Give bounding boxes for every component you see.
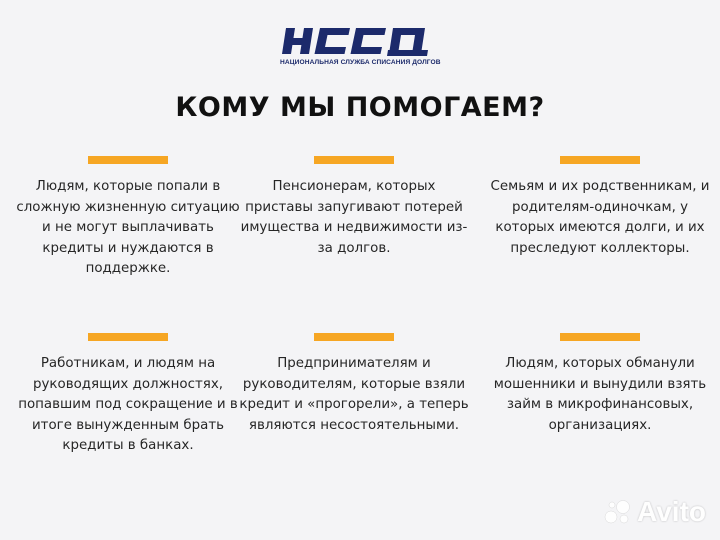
audience-text: Работникам, и людям на руководящих должностях, попавшим под сокращение и в итоге вынужденным брать кредиты в банках.: [18, 356, 238, 453]
audience-text: Людям, которые попали в сложную жизненную ситуацию и не могут выплачивать кредиты и нуждаются в поддержке.: [16, 179, 240, 276]
audience-card: [485, 333, 715, 436]
accent-bar: [560, 156, 640, 164]
logo-caption: НАЦИОНАЛЬНАЯ СЛУЖБА СПИСАНИЯ ДОЛГОВ: [280, 59, 441, 66]
audience-card: [13, 156, 243, 280]
accent-bar: [88, 333, 168, 341]
audience-card: [239, 333, 469, 436]
logo-mark-icon: [280, 24, 440, 58]
accent-bar: [88, 156, 168, 164]
audience-text: Семьям и их родственникам, и родителям-одиночкам, у которых имеются долги, и их преследуют коллекторы.: [490, 179, 710, 256]
audience-text: Людям, которых обманули мошенники и вынудили взять займ в микрофинансовых, организациях.: [493, 356, 707, 433]
accent-bar: [314, 156, 394, 164]
avito-dots-icon: [603, 499, 633, 525]
page-title: КОМУ МЫ ПОМОГАЕМ?: [175, 92, 545, 123]
accent-bar: [314, 333, 394, 341]
audience-card: [485, 156, 715, 259]
watermark-text: Avito: [637, 496, 706, 527]
audience-card: [13, 333, 243, 457]
audience-card: [239, 156, 469, 259]
accent-bar: [560, 333, 640, 341]
audience-text: Пенсионерам, которых приставы запугивают потерей имущества и недвижимости из-за долгов.: [240, 179, 468, 256]
audience-text: Предпринимателям и руководителям, которые взяли кредит и «прогорели», а теперь являются несостоятельными.: [239, 356, 469, 433]
avito-watermark: [603, 496, 706, 528]
logo: [280, 24, 440, 74]
